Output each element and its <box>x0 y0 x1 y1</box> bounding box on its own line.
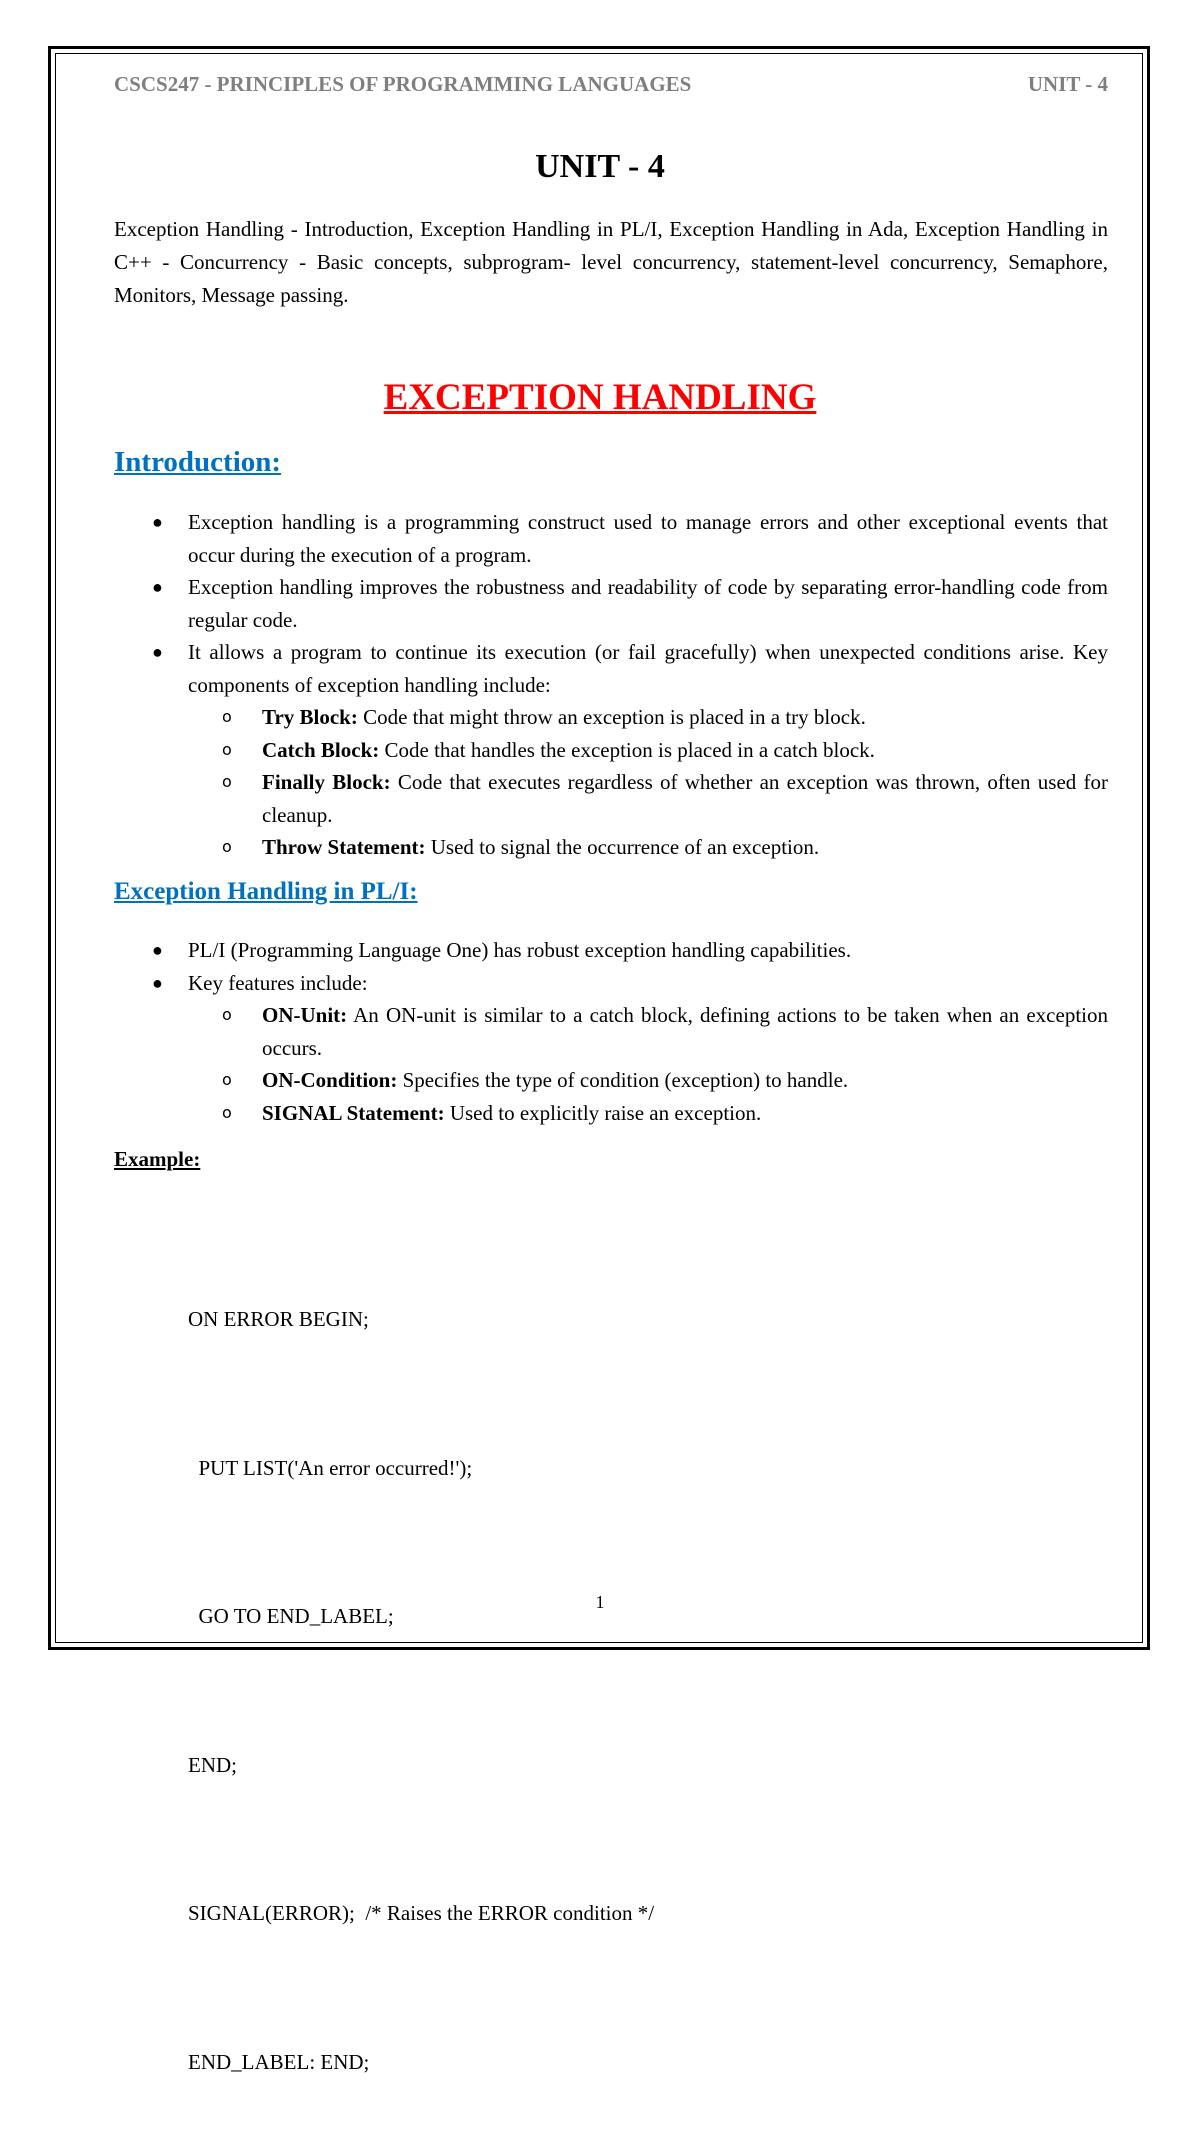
sub-list-item <box>114 766 1108 831</box>
sub-list-item <box>114 999 1108 1064</box>
circle-bullet-icon: o <box>222 739 232 759</box>
syllabus-paragraph: Exception Handling - Introduction, Exception Handling in PL/I, Exception Handling in Ada, Exception Handling in C++ - Concurrency - Basic concepts, subprogram- level concurrency, statement-level concurrency, Semaphore, Monitors, Message passing. <box>114 217 1108 307</box>
pli-heading: Exception Handling in PL/I: <box>114 878 418 905</box>
introduction-heading: Introduction: <box>114 446 282 478</box>
term-label: Try Block: <box>262 705 358 729</box>
list-item <box>114 506 1108 571</box>
term-label: SIGNAL Statement: <box>262 1100 445 1125</box>
term-label: ON-Unit: <box>262 1003 348 1027</box>
section-title: EXCEPTION HANDLING <box>383 377 817 418</box>
list-item-text: PL/I (Programming Language One) has robust exception handling capabilities. <box>188 938 852 962</box>
introduction-list <box>114 506 1108 864</box>
bullet-icon: ● <box>152 512 163 532</box>
circle-bullet-icon: o <box>222 772 232 791</box>
sub-list-item <box>114 1097 1108 1130</box>
circle-bullet-icon: o <box>222 837 232 856</box>
unit-title: UNIT - 4 <box>535 148 665 185</box>
sub-list-item <box>114 734 1108 767</box>
course-title: CSCS247 - PRINCIPLES OF PROGRAMMING LANGUAGES <box>114 72 692 96</box>
term-description: Code that handles the exception is placed in a catch block. <box>379 737 875 762</box>
sub-list-item <box>114 701 1108 734</box>
code-line: END; <box>188 1752 237 1777</box>
sub-list-item <box>114 831 1108 864</box>
bullet-icon: ● <box>152 577 163 597</box>
list-item <box>114 636 1108 701</box>
term-description: Specifies the type of condition (exception) to handle. <box>397 1068 849 1092</box>
list-item-text: Exception handling is a programming construct used to manage errors and other exceptional events that occur during the execution of a program. <box>188 510 1108 567</box>
term-label: Finally Block: <box>262 770 391 794</box>
term-description: Code that might throw an exception is placed in a try block. <box>357 705 866 729</box>
list-item-text: Key features include: <box>188 970 368 995</box>
circle-bullet-icon: o <box>222 1102 232 1122</box>
term-label: ON-Condition: <box>262 1068 398 1092</box>
circle-bullet-icon: o <box>222 707 232 726</box>
bullet-icon: ● <box>152 642 163 662</box>
term-label: Throw Statement: <box>262 835 426 859</box>
list-item <box>114 571 1108 636</box>
code-line: SIGNAL(ERROR); /* Raises the ERROR condition */ <box>188 1901 655 1925</box>
list-item <box>114 967 1108 1000</box>
term-description: Used to explicitly raise an exception. <box>444 1100 762 1125</box>
term-description: Code that executes regardless of whether an exception was thrown, often used for cleanup. <box>262 770 1108 827</box>
circle-bullet-icon: o <box>222 1070 232 1089</box>
list-item <box>114 934 1108 967</box>
code-line: GO TO END_LABEL; <box>188 1604 394 1628</box>
pli-list <box>114 934 1108 1129</box>
sub-list-item <box>114 1064 1108 1097</box>
page-number: 1 <box>595 1592 605 1612</box>
circle-bullet-icon: o <box>222 1005 232 1024</box>
term-description: Used to signal the occurrence of an exception. <box>425 835 820 859</box>
term-label: Catch Block: <box>262 737 380 762</box>
list-item-text: It allows a program to continue its execution (or fail gracefully) when unexpected conditions arise. Key components of exception handling include: <box>188 640 1108 697</box>
term-description: An ON-unit is similar to a catch block, defining actions to be taken when an exception occurs. <box>262 1003 1108 1060</box>
page-header <box>114 72 1108 97</box>
code-line: PUT LIST('An error occurred!'); <box>188 1455 473 1480</box>
bullet-icon: ● <box>152 972 163 993</box>
code-line: END_LABEL: END; <box>188 2049 370 2074</box>
header-unit: UNIT - 4 <box>1027 72 1108 96</box>
bullet-icon: ● <box>152 940 163 960</box>
list-item-text: Exception handling improves the robustness and readability of code by separating error-handling code from regular code. <box>188 575 1108 632</box>
code-block <box>188 1196 654 2137</box>
example-label: Example: <box>114 1147 201 1171</box>
code-line: ON ERROR BEGIN; <box>188 1307 369 1331</box>
